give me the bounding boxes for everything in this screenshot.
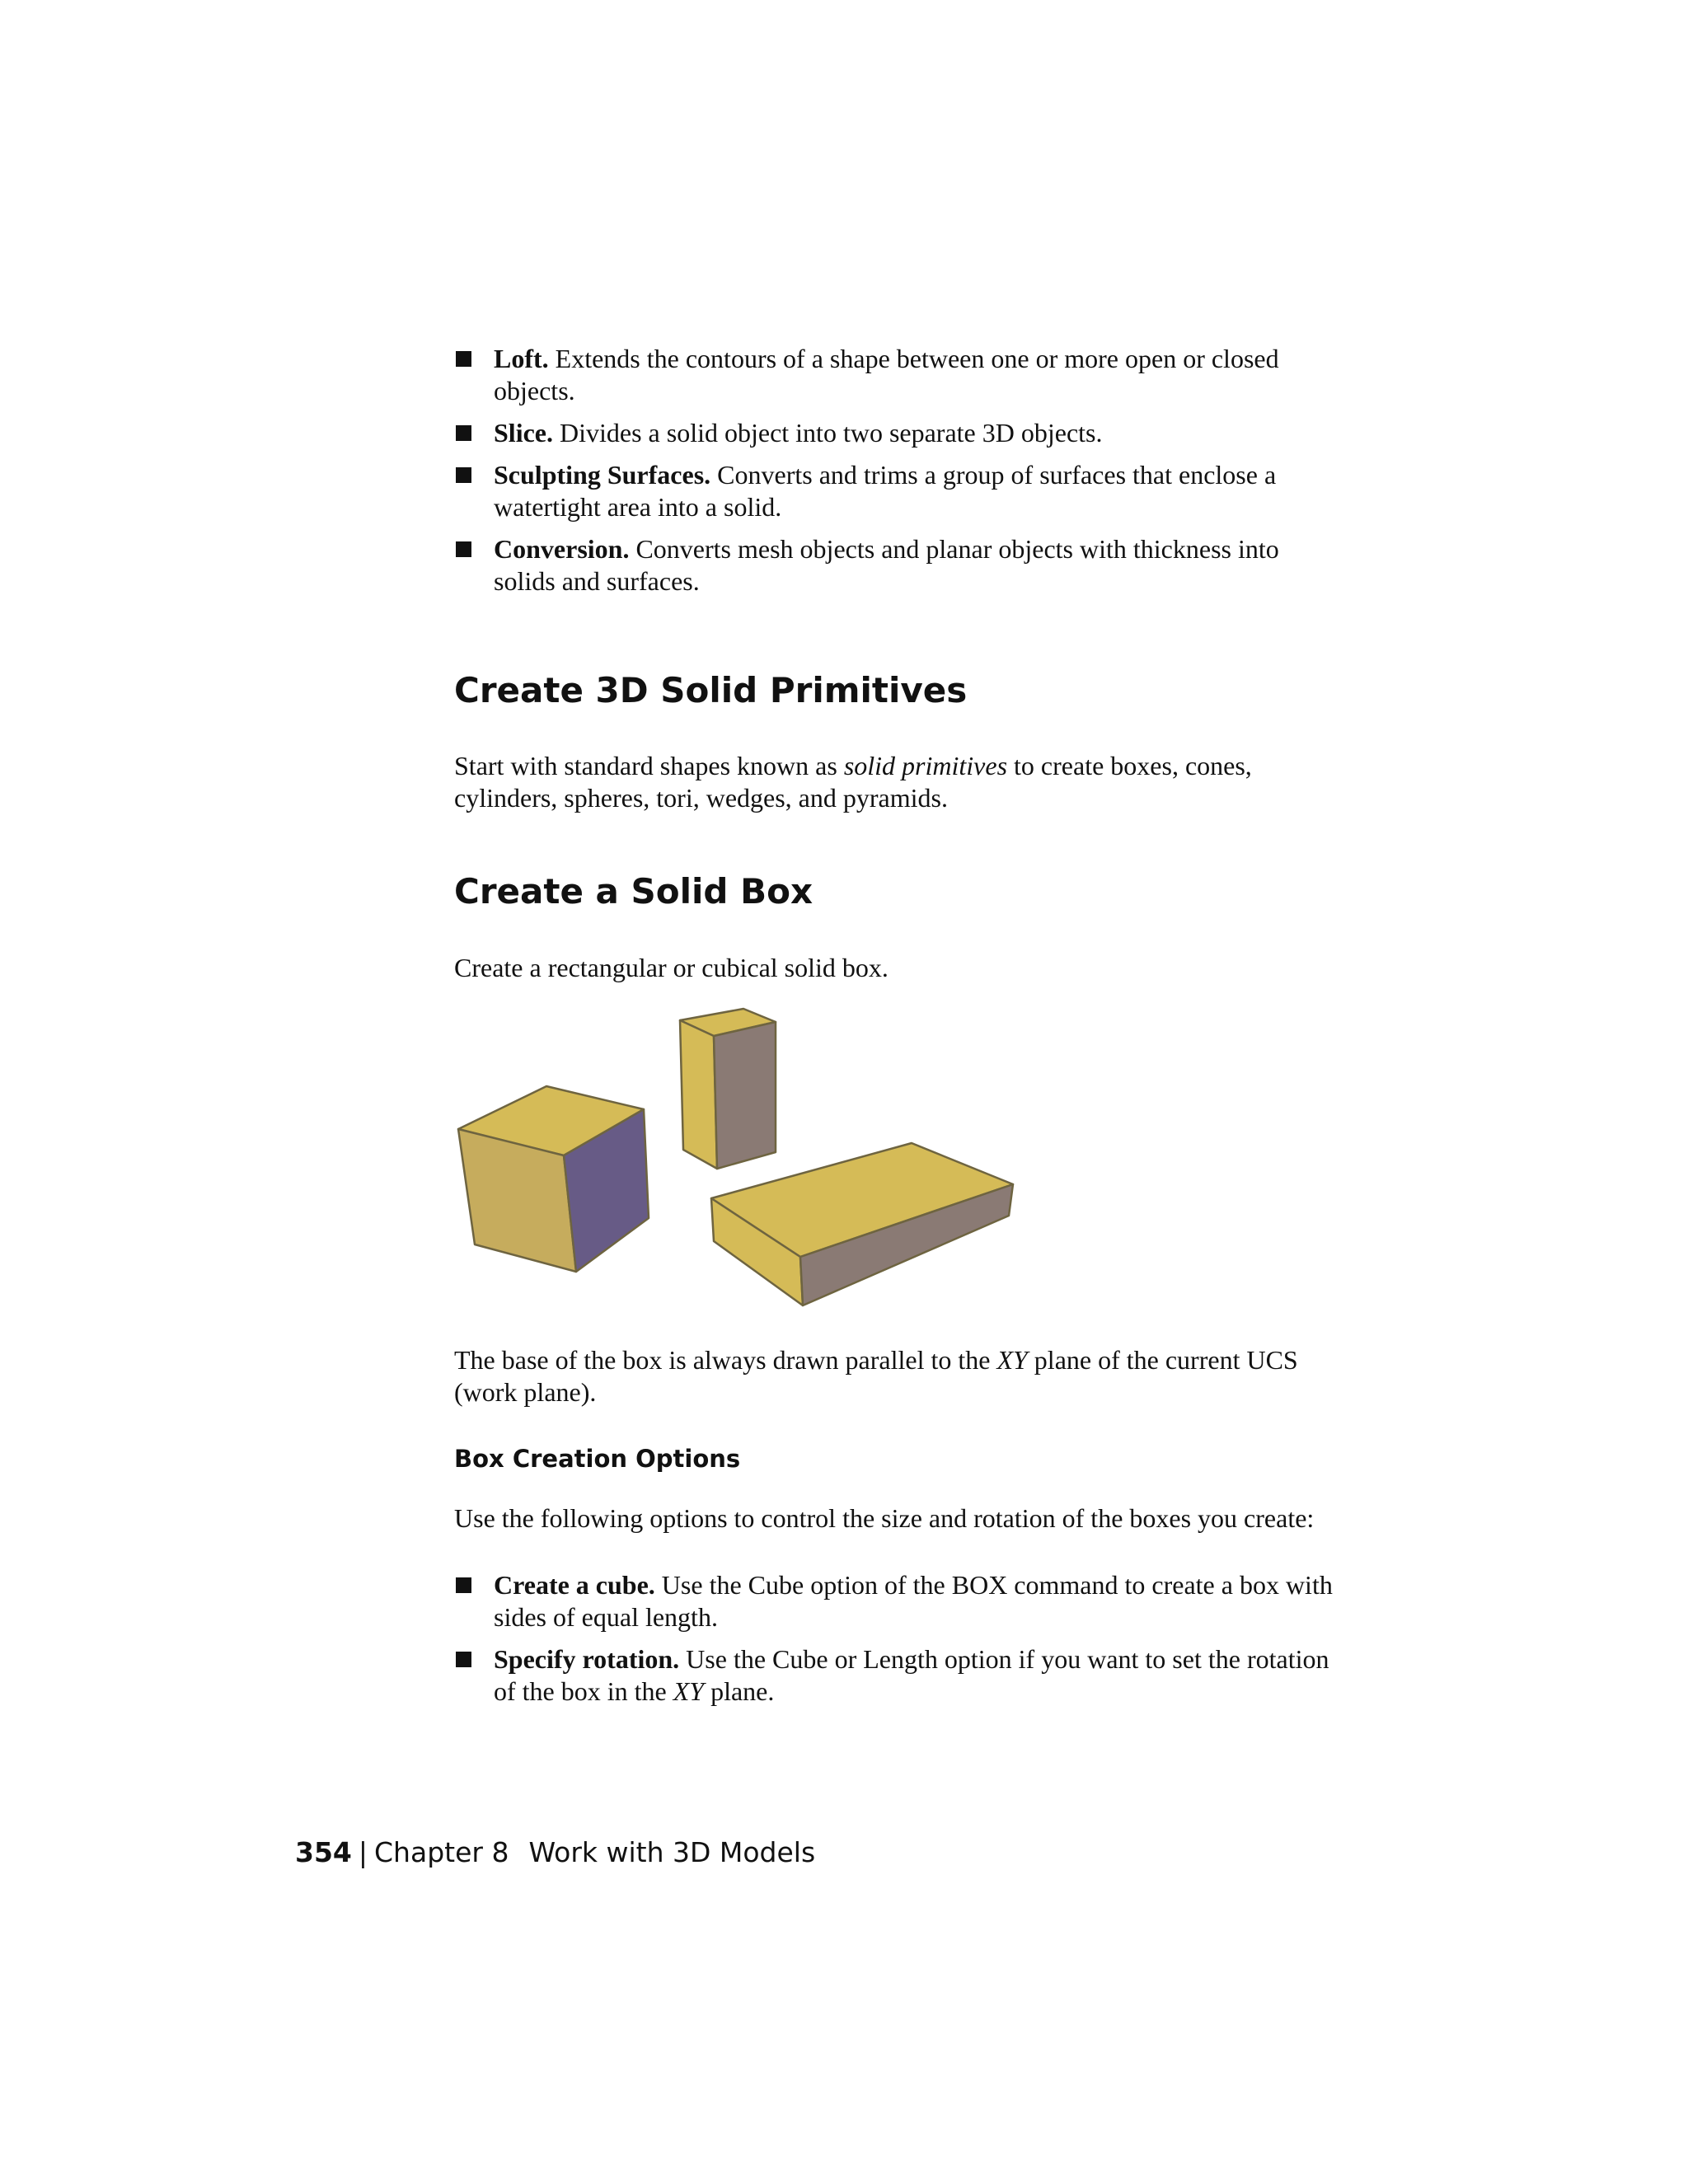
paragraph-text: to create boxes, cones, cylinders, spheres, tori, wedges, and pyramids. xyxy=(454,751,1252,813)
subsection-intro: Use the following options to control the size and rotation of the boxes you create: xyxy=(454,1503,1315,1533)
caption-text: The base of the box is always drawn parallel to the xyxy=(454,1345,997,1375)
bullet-text: plane. xyxy=(704,1676,775,1706)
bullet-create-cube xyxy=(454,1569,1344,1633)
tall-box-side-face xyxy=(714,1022,776,1169)
bullet-italic-term: XY xyxy=(673,1676,705,1706)
bullet-term: Sculpting Surfaces. xyxy=(494,460,711,490)
bullet-specify-rotation xyxy=(454,1643,1344,1708)
paragraph-italic-term: solid primitives xyxy=(843,751,1008,780)
page-number: 354 xyxy=(295,1836,352,1868)
bullet-term: Create a cube. xyxy=(494,1570,655,1600)
section-heading-solid-primitives: Create 3D Solid Primitives xyxy=(454,670,968,710)
caption-italic-term: XY xyxy=(996,1345,1028,1375)
section-heading-solid-box: Create a Solid Box xyxy=(454,871,814,912)
section-intro-solid-box: Create a rectangular or cubical solid box. xyxy=(454,953,889,982)
footer-separator: | xyxy=(358,1836,368,1868)
square-bullet-icon xyxy=(456,425,471,441)
solid-boxes-illustration xyxy=(454,1004,1039,1333)
bullet-text: Extends the contours of a shape between one or more open or closed objects. xyxy=(494,344,1279,405)
square-bullet-icon xyxy=(456,467,471,483)
bullet-term: Slice. xyxy=(494,418,553,448)
square-bullet-icon xyxy=(456,1652,471,1667)
bullet-slice xyxy=(454,417,1344,449)
bullet-conversion xyxy=(454,533,1344,598)
bullet-term: Specify rotation. xyxy=(494,1644,680,1674)
square-bullet-icon xyxy=(456,1577,471,1593)
bullet-term: Conversion. xyxy=(494,534,630,564)
footer-chapter: Chapter 8 xyxy=(374,1836,509,1868)
bullet-loft xyxy=(454,343,1344,407)
bullet-text: Use the Cube or Length option if you want to set the rotation of the box in the xyxy=(494,1644,1329,1706)
top-bullet-list xyxy=(454,343,1344,607)
square-bullet-icon xyxy=(456,541,471,557)
figure-caption xyxy=(454,1344,1344,1408)
paragraph-text: Start with standard shapes known as xyxy=(454,751,844,780)
tall-box-front-face xyxy=(680,1020,717,1169)
bullet-text: Converts and trims a group of surfaces that enclose a watertight area into a solid. xyxy=(494,460,1277,522)
options-bullet-list xyxy=(454,1569,1344,1718)
footer-chapter-title: Work with 3D Models xyxy=(528,1836,816,1868)
bullet-term: Loft. xyxy=(494,344,549,373)
bullet-text: Converts mesh objects and planar objects with thickness into solids and surfaces. xyxy=(494,534,1279,596)
subsection-heading-box-creation-options: Box Creation Options xyxy=(454,1445,741,1473)
bullet-text: Divides a solid object into two separate 3D objects. xyxy=(552,418,1103,448)
bullet-text: Use the Cube option of the BOX command to create a box with sides of equal length. xyxy=(494,1570,1333,1632)
section-paragraph-solid-primitives xyxy=(454,750,1344,814)
bullet-sculpting-surfaces xyxy=(454,459,1344,523)
square-bullet-icon xyxy=(456,351,471,367)
caption-text: plane of the current UCS (work plane). xyxy=(454,1345,1298,1407)
page-footer xyxy=(295,1836,815,1869)
